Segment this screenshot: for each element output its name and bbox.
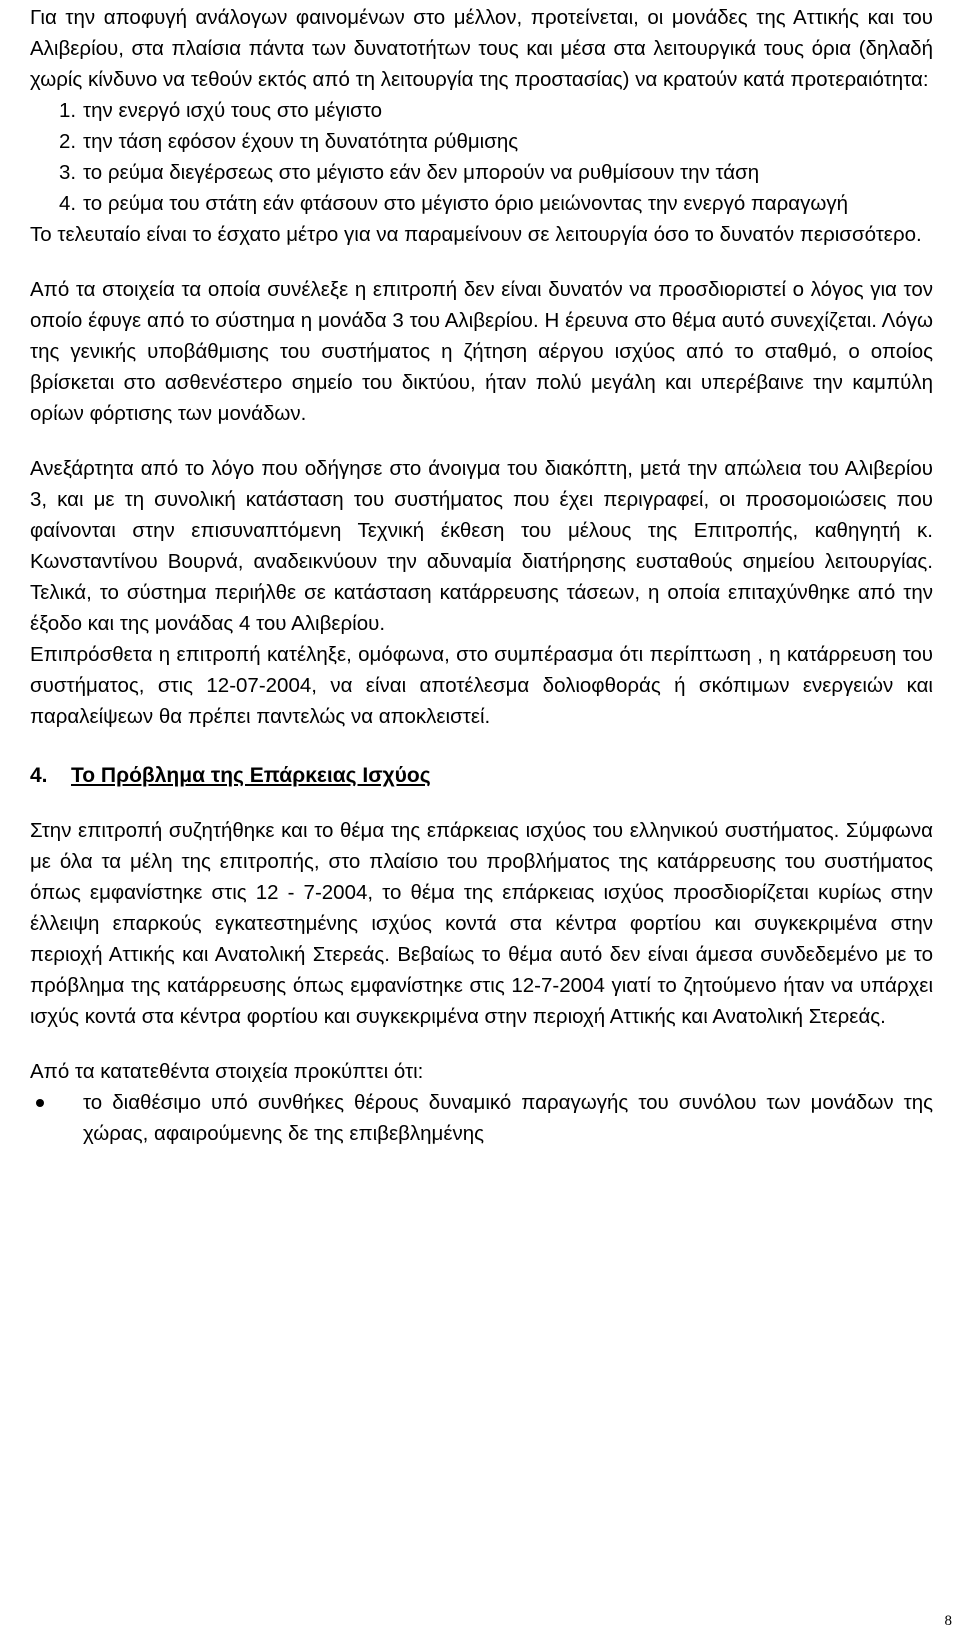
list-item-number: 4.	[59, 192, 77, 215]
list-item-number: 3.	[59, 161, 77, 184]
independent-cause-paragraph: Ανεξάρτητα από το λόγο που οδήγησε στο άνοιγμα του διακόπτη, μετά την απώλεια του Αλιβερίου 3, και με τη συνολική κατάσταση του συστήματος που έχει περιγραφεί, οι προσομοιώσεις που φαίνονται στην επισυναπτόμενη Τεχνική έκθεση του μέλους της Επιτροπής, καθηγητή κ. Κωνσταντίνου Βουρνά, αναδεικνύουν την αδυναμία διατήρησης ευσταθούς σημείου λειτουργίας. Τελικά, το σύστημα περιήλθε σε κατάσταση κατάρρευσης τάσεων, η οποία επιταχύνθηκε από την έξοδο και της μονάδας 4 του Αλιβερίου.	[30, 457, 933, 635]
power-adequacy-paragraph: Στην επιτροπή συζητήθηκε και το θέμα της επάρκειας ισχύος του ελληνικού συστήματος. Σύμφωνα με όλα τα μέλη της επιτροπής, στο πλαίσιο του προβλήματος της κατάρρευσης του συστήματος όπως εμφανίστηκε στις 12 - 7-2004, το θέμα της επάρκειας ισχύος προσδιορίζεται κυρίως στην έλλειψη επαρκούς εγκατεστημένης ισχύος κοντά στα κέντρα φορτίου και συγκεκριμένα στην περιοχή Αττικής και Ανατολική Στερεάς. Βεβαίως το θέμα αυτό δεν είναι άμεσα συνδεδεμένο με το πρόβλημα της κατάρρευσης όπως εμφανίστηκε στις 12-7-2004 γιατί το ζητούμενο ήταν να υπάρχει ισχύς κοντά στα κέντρα φορτίου και συγκεκριμένα στην περιοχή Αττικής και Ανατολική Στερεάς.	[30, 819, 933, 1028]
list-item-text: την ενεργό ισχύ τους στο μέγιστο	[83, 99, 383, 122]
list-item	[30, 188, 933, 219]
section-heading	[30, 760, 933, 791]
conclusion-paragraph: Επιπρόσθετα η επιτροπή κατέληξε, ομόφωνα, στο συμπέρασμα ότι περίπτωση , η κατάρρευση του συστήματος, στις 12-07-2004, να είναι αποτέλεσμα δολιοφθοράς ή σκόπιμων ενεργειών και παραλείψεων θα πρέπει παντελώς να αποκλειστεί.	[30, 643, 933, 728]
intro-paragraph: Για την αποφυγή ανάλογων φαινομένων στο μέλλον, προτείνεται, οι μονάδες της Αττικής και του Αλιβερίου, στα πλαίσια πάντα των δυνατοτήτων τους και μέσα στα λειτουργικά τους όρια (δηλαδή χωρίς κίνδυνο να τεθούν εκτός από τη λειτουργία της προστασίας) να κρατούν κατά προτεραιότητα:	[30, 6, 933, 91]
list-item	[30, 126, 933, 157]
list-item	[30, 95, 933, 126]
page-number: 8	[944, 1613, 952, 1629]
unit3-paragraph: Από τα στοιχεία τα οποία συνέλεξε η επιτροπή δεν είναι δυνατόν να προσδιοριστεί ο λόγος για τον οποίο έφυγε από το σύστημα η μονάδα 3 του Αλιβερίου. Η έρευνα στο θέμα αυτό συνεχίζεται. Λόγω της γενικής υποβάθμισης του συστήματος η ζήτηση αέργου ισχύος από το σταθμό, ο οποίος βρίσκεται στο ασθενέστερο σημείο του δικτύου, ήταν πολύ μεγάλη και υπερέβαινε την καμπύλη ορίων φόρτισης των μονάδων.	[30, 278, 933, 425]
bullet-list	[30, 1087, 933, 1149]
bullet-text: το διαθέσιμο υπό συνθήκες θέρους δυναμικό παραγωγής του συνόλου των μονάδων της χώρας, αφαιρούμενης δε της επιβεβλημένης	[83, 1091, 933, 1145]
list-item	[30, 157, 933, 188]
data-lead-paragraph: Από τα κατατεθέντα στοιχεία προκύπτει ότι:	[30, 1060, 424, 1083]
section-number: 4.	[30, 764, 48, 787]
list-item	[30, 1087, 933, 1149]
after-list-paragraph: Το τελευταίο είναι το έσχατο μέτρο για να παραμείνουν σε λειτουργία όσο το δυνατόν περισσότερο.	[30, 223, 922, 246]
list-item-number: 2.	[59, 130, 77, 153]
list-item-text: το ρεύμα διεγέρσεως στο μέγιστο εάν δεν μπορούν να ρυθμίσουν την τάση	[83, 161, 760, 184]
list-item-number: 1.	[59, 99, 77, 122]
numbered-list	[30, 95, 933, 219]
bullet-icon	[36, 1099, 44, 1107]
list-item-text: το ρεύμα του στάτη εάν φτάσουν στο μέγιστο όριο μειώνοντας την ενεργό παραγωγή	[83, 192, 849, 215]
document-page	[30, 0, 933, 1149]
section-title: Το Πρόβλημα της Επάρκειας Ισχύος	[71, 764, 431, 787]
list-item-text: την τάση εφόσον έχουν τη δυνατότητα ρύθμισης	[83, 130, 519, 153]
